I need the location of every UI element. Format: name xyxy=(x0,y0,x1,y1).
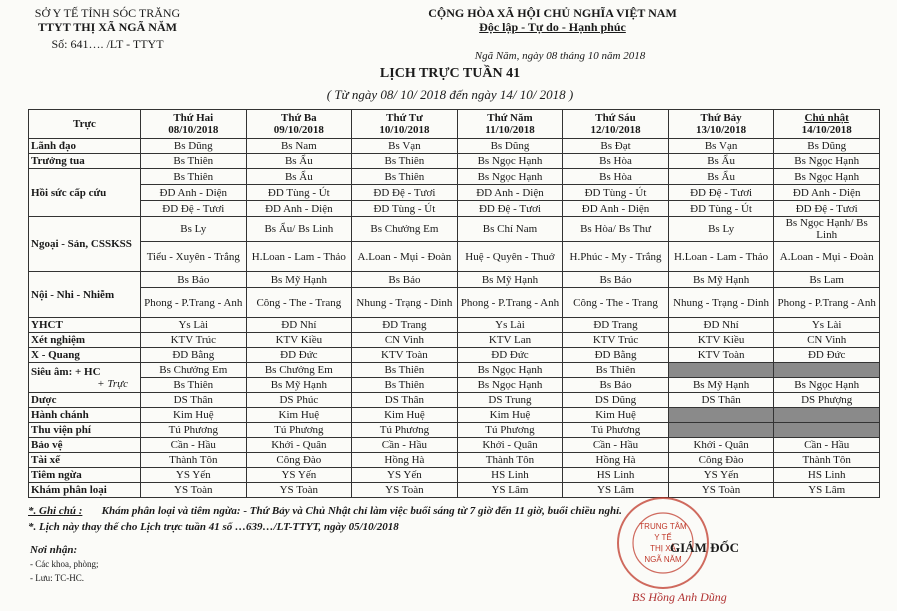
table-cell: Khởi - Quân xyxy=(246,438,352,453)
table-cell: Tú Phương xyxy=(352,423,458,438)
table-cell: Bs Thiên xyxy=(352,378,458,393)
table-cell: H.Phúc - My - Trắng xyxy=(563,242,669,272)
table-cell: YS Toàn xyxy=(246,483,352,498)
table-row xyxy=(29,333,880,348)
table-cell: Khởi - Quân xyxy=(457,438,563,453)
table-cell: HS Linh xyxy=(563,468,669,483)
table-cell: Bs Mỹ Hạnh xyxy=(457,272,563,288)
table-cell: Bs Ẩu xyxy=(246,154,352,169)
recipient-item: - Các khoa, phòng; xyxy=(30,559,99,569)
center-name: TTYT THỊ XÃ NGÃ NĂM xyxy=(38,20,177,34)
row-label-text: Nội - Nhi - Nhiễm xyxy=(31,288,115,301)
page-title: LỊCH TRỰC TUẦN 41 xyxy=(379,66,521,81)
table-cell: A.Loan - Mụi - Đoàn xyxy=(774,242,880,272)
header-right xyxy=(380,6,725,34)
table-cell: Thành Tôn xyxy=(457,453,563,468)
table-cell: Bs Ngọc Hạnh xyxy=(774,169,880,185)
corner-header: Trực xyxy=(29,110,141,139)
recipient-item: - Lưu: TC-HC. xyxy=(30,573,84,583)
day-header: Thứ Năm 11/10/2018 xyxy=(457,110,563,139)
table-cell: Bs Thiên xyxy=(352,169,458,185)
svg-text:Y TẾ: Y TẾ xyxy=(654,533,672,542)
table-cell: Bs Bảo xyxy=(352,272,458,288)
table-cell: HS Linh xyxy=(457,468,563,483)
table-cell: Hồng Hà xyxy=(352,453,458,468)
table-cell: Bs Ngọc Hạnh xyxy=(457,154,563,169)
table-cell: YS Toàn xyxy=(668,483,774,498)
svg-text:THỊ XÃ: THỊ XÃ xyxy=(650,544,676,553)
notes xyxy=(28,503,868,535)
table-row xyxy=(29,169,880,185)
table-cell: Bs Đạt xyxy=(563,139,669,154)
table-cell: Bs Thiên xyxy=(141,378,247,393)
table-row xyxy=(29,242,880,272)
table-header-row xyxy=(29,110,880,139)
row-label xyxy=(29,468,141,483)
row-label-text: Dược xyxy=(31,394,57,406)
table-cell: ĐD Bằng xyxy=(563,348,669,363)
row-label xyxy=(29,483,141,498)
table-row xyxy=(29,483,880,498)
svg-text:NGÃ NĂM: NGÃ NĂM xyxy=(644,555,682,564)
table-cell: Bs Thiên xyxy=(141,169,247,185)
table-cell: HS Linh xyxy=(774,468,880,483)
table-row xyxy=(29,423,880,438)
row-label xyxy=(29,318,141,333)
table-cell: Bs Ngọc Hạnh xyxy=(457,169,563,185)
department-name: SỞ Y TẾ TỈNH SÓC TRĂNG xyxy=(34,6,181,20)
table-cell: Bs Dũng xyxy=(774,139,880,154)
table-cell: Bs Mỹ Hạnh xyxy=(246,378,352,393)
recipients xyxy=(30,543,98,585)
table-cell: Thành Tôn xyxy=(774,453,880,468)
table-cell: Bs Mỹ Hạnh xyxy=(246,272,352,288)
table-cell: ĐD Nhí xyxy=(668,318,774,333)
row-label-text: Siêu âm: + HC xyxy=(31,365,101,378)
row-label xyxy=(29,408,141,423)
table-cell: DS Trung xyxy=(457,393,563,408)
row-label-text: Bảo vệ xyxy=(31,439,63,451)
table-row xyxy=(29,201,880,217)
table-cell: Công Đào xyxy=(668,453,774,468)
table-cell: KTV Toàn xyxy=(668,348,774,363)
table-cell: ĐD Anh - Diện xyxy=(563,201,669,217)
table-cell: CN Vinh xyxy=(774,333,880,348)
table-cell: Bs Ly xyxy=(668,217,774,242)
notes-label: *. Ghi chú : xyxy=(28,505,83,517)
table-row xyxy=(29,408,880,423)
table-cell: Kim Huệ xyxy=(246,408,352,423)
table-cell: Kim Huệ xyxy=(457,408,563,423)
table-cell xyxy=(668,423,774,438)
table-cell: Cần - Hầu xyxy=(141,438,247,453)
table-cell: ĐD Anh - Diện xyxy=(457,185,563,201)
table-cell: YS Lâm xyxy=(457,483,563,498)
table-cell: Bs Bảo xyxy=(563,378,669,393)
table-cell: Công - The - Trang xyxy=(246,288,352,318)
table-cell: Tú Phương xyxy=(246,423,352,438)
table-cell: Cần - Hầu xyxy=(563,438,669,453)
row-label xyxy=(29,154,141,169)
table-cell: Bs Ẩu xyxy=(668,154,774,169)
table-cell: Bs Ly xyxy=(141,217,247,242)
table-cell: ĐD Đệ - Tươi xyxy=(141,201,247,217)
table-cell: KTV Kiều xyxy=(668,333,774,348)
day-header: Thứ Ba 09/10/2018 xyxy=(246,110,352,139)
table-cell: Bs Mỹ Hạnh xyxy=(668,378,774,393)
table-row xyxy=(29,393,880,408)
table-cell: ĐD Nhí xyxy=(246,318,352,333)
table-cell: KTV Trúc xyxy=(563,333,669,348)
table-cell: Bs Bảo xyxy=(563,272,669,288)
row-label xyxy=(29,272,141,318)
table-cell: Bs Chưởng Em xyxy=(246,363,352,378)
national-motto: Độc lập - Tự do - Hạnh phúc xyxy=(479,20,626,34)
table-cell: Bs Hòa xyxy=(563,154,669,169)
table-cell: Thành Tôn xyxy=(141,453,247,468)
table-cell: KTV Lan xyxy=(457,333,563,348)
table-cell: Kim Huệ xyxy=(563,408,669,423)
day-header: Thứ Hai 08/10/2018 xyxy=(141,110,247,139)
table-cell: ĐD Đức xyxy=(457,348,563,363)
table-cell: Bs Vạn xyxy=(668,139,774,154)
table-cell: Bs Chí Nam xyxy=(457,217,563,242)
row-label xyxy=(29,363,141,393)
table-row xyxy=(29,453,880,468)
table-cell: Bs Nam xyxy=(246,139,352,154)
table-cell: Kim Huệ xyxy=(141,408,247,423)
table-cell: DS Dũng xyxy=(563,393,669,408)
row-label xyxy=(29,393,141,408)
table-cell: ĐD Anh - Diện xyxy=(246,201,352,217)
table-row xyxy=(29,378,880,393)
table-row xyxy=(29,217,880,242)
table-cell: ĐD Tùng - Út xyxy=(246,185,352,201)
row-label-text: Tiêm ngừa xyxy=(31,469,82,481)
row-label-text: X - Quang xyxy=(31,349,80,361)
table-row xyxy=(29,185,880,201)
table-cell: Bs Chưởng Em xyxy=(352,217,458,242)
table-cell: DS Phượng xyxy=(774,393,880,408)
table-cell xyxy=(668,363,774,378)
table-row xyxy=(29,468,880,483)
table-row xyxy=(29,438,880,453)
page-subtitle: ( Từ ngày 08/ 10/ 2018 đến ngày 14/ 10/ 2018 ) xyxy=(326,87,574,102)
table-cell: Bs Ẩu xyxy=(246,169,352,185)
row-sublabel-text: + Trực xyxy=(97,377,128,390)
table-cell: ĐD Tùng - Út xyxy=(668,201,774,217)
table-cell: ĐD Đệ - Tươi xyxy=(668,185,774,201)
table-cell: H.Loan - Lam - Thảo xyxy=(668,242,774,272)
recipients-heading: Nơi nhận: xyxy=(30,544,78,556)
table-row xyxy=(29,154,880,169)
table-cell: H.Loan - Lam - Thảo xyxy=(246,242,352,272)
table-cell: ĐD Trang xyxy=(563,318,669,333)
table-cell: Công Đào xyxy=(246,453,352,468)
signature-name: BS Hồng Anh Dũng xyxy=(632,590,727,604)
table-cell: Bs Ẩu/ Bs Linh xyxy=(246,217,352,242)
table-cell: Bs Thiên xyxy=(141,154,247,169)
table-cell: ĐD Anh - Diện xyxy=(141,185,247,201)
header-left xyxy=(0,6,215,51)
row-label-text: Ngoại - Sản, CSSKSS xyxy=(31,238,132,250)
table-cell: Bs Ngọc Hạnh xyxy=(774,154,880,169)
table-cell: CN Vinh xyxy=(352,333,458,348)
table-cell: ĐD Đệ - Tươi xyxy=(352,185,458,201)
row-label-text: Xét nghiệm xyxy=(31,334,86,346)
table-cell: DS Thân xyxy=(668,393,774,408)
table-cell xyxy=(774,363,880,378)
table-cell: Bs Ẩu xyxy=(668,169,774,185)
day-header: Thứ Tư 10/10/2018 xyxy=(352,110,458,139)
table-cell: YS Lâm xyxy=(774,483,880,498)
table-cell: Bs Ngọc Hạnh xyxy=(457,363,563,378)
table-cell: Khởi - Quân xyxy=(668,438,774,453)
table-cell: YS Toàn xyxy=(141,483,247,498)
table-cell: DS Thân xyxy=(141,393,247,408)
table-cell: ĐD Tùng - Út xyxy=(352,201,458,217)
table-cell xyxy=(774,423,880,438)
table-cell xyxy=(774,408,880,423)
row-label xyxy=(29,333,141,348)
row-label xyxy=(29,453,141,468)
table-cell: YS Yến xyxy=(668,468,774,483)
row-label-text: Tài xế xyxy=(31,454,61,466)
table-cell: DS Thân xyxy=(352,393,458,408)
row-label xyxy=(29,348,141,363)
table-cell: Huệ - Quyên - Thuở xyxy=(457,242,563,272)
table-cell: Bs Hòa xyxy=(563,169,669,185)
table-cell: A.Loan - Mụi - Đoàn xyxy=(352,242,458,272)
table-cell: YS Yến xyxy=(141,468,247,483)
table-cell: Cần - Hầu xyxy=(352,438,458,453)
table-cell: YS Yến xyxy=(246,468,352,483)
table-cell: Tú Phương xyxy=(563,423,669,438)
table-cell: ĐD Đức xyxy=(774,348,880,363)
table-cell: ĐD Tùng - Út xyxy=(563,185,669,201)
svg-text:TRUNG TÂM: TRUNG TÂM xyxy=(639,522,687,531)
table-cell: Bs Lam xyxy=(774,272,880,288)
row-label-text: Thu viện phí xyxy=(31,424,91,436)
table-row xyxy=(29,272,880,288)
table-cell: Kim Huệ xyxy=(352,408,458,423)
table-cell: Cần - Hầu xyxy=(774,438,880,453)
table-cell: YS Toàn xyxy=(352,483,458,498)
issue-date: Ngã Năm, ngày 08 tháng 10 năm 2018 xyxy=(474,50,646,62)
table-cell: Phong - P.Trang - Anh xyxy=(457,288,563,318)
table-cell: Bs Bảo xyxy=(141,272,247,288)
table-cell: Bs Ngọc Hạnh xyxy=(457,378,563,393)
table-row xyxy=(29,348,880,363)
table-cell: ĐD Anh - Diện xyxy=(774,185,880,201)
table-row xyxy=(29,288,880,318)
day-header: Chủ nhật 14/10/2018 xyxy=(774,110,880,139)
table-cell: DS Phúc xyxy=(246,393,352,408)
national-title: CỘNG HÒA XÃ HỘI CHỦ NGHĨA VIỆT NAM xyxy=(428,6,677,20)
row-label-text: Khám phân loại xyxy=(31,484,107,496)
table-cell: Bs Vạn xyxy=(352,139,458,154)
table-cell: Bs Ngọc Hạnh/ Bs Linh xyxy=(774,217,880,242)
row-label-text: Lãnh đạo xyxy=(31,140,76,152)
table-cell: Phong - P.Trang - Anh xyxy=(141,288,247,318)
row-label xyxy=(29,217,141,272)
duty-schedule-table xyxy=(28,109,880,498)
table-cell: Tiểu - Xuyên - Trắng xyxy=(141,242,247,272)
day-header: Thứ Sáu 12/10/2018 xyxy=(563,110,669,139)
table-cell: Ys Lài xyxy=(141,318,247,333)
table-cell: Bs Ngọc Hạnh xyxy=(774,378,880,393)
table-row xyxy=(29,363,880,378)
table-cell: Hồng Hà xyxy=(563,453,669,468)
table-cell: Nhung - Trạng - Dinh xyxy=(352,288,458,318)
row-label-text: Trưởng tua xyxy=(31,155,85,167)
day-header: Thứ Bảy 13/10/2018 xyxy=(668,110,774,139)
table-cell: Ys Lài xyxy=(774,318,880,333)
table-cell: Bs Dũng xyxy=(457,139,563,154)
table-row xyxy=(29,139,880,154)
table-cell: Bs Thiên xyxy=(563,363,669,378)
table-cell: KTV Toàn xyxy=(352,348,458,363)
table-cell: Bs Hòa/ Bs Thư xyxy=(563,217,669,242)
table-cell: Ys Lài xyxy=(457,318,563,333)
table-cell: ĐD Đệ - Tươi xyxy=(774,201,880,217)
table-cell: ĐD Đệ - Tươi xyxy=(457,201,563,217)
table-cell: Phong - P.Trang - Anh xyxy=(774,288,880,318)
table-cell: KTV Kiều xyxy=(246,333,352,348)
table-cell: Bs Dũng xyxy=(141,139,247,154)
table-cell: YS Yến xyxy=(352,468,458,483)
row-label xyxy=(29,169,141,217)
table-row xyxy=(29,318,880,333)
table-cell: ĐD Bằng xyxy=(141,348,247,363)
table-cell: KTV Trúc xyxy=(141,333,247,348)
table-cell: Tú Phương xyxy=(457,423,563,438)
table-cell xyxy=(668,408,774,423)
document-number: Số: 641…. /LT - TTYT xyxy=(51,37,164,51)
table-cell: Bs Thiên xyxy=(352,363,458,378)
notes-text-1: Khám phân loại và tiêm ngừa: - Thứ Bảy và Chủ Nhật chỉ làm việc buổi sáng từ 7 giờ đến 11 giờ, buổi chiều nghỉ. xyxy=(101,505,622,517)
notes-text-2: *. Lịch này thay thế cho Lịch trực tuần 41 số …639…/LT-TTYT, ngày 05/10/2018 xyxy=(28,521,399,533)
table-cell: Bs Thiên xyxy=(352,154,458,169)
table-cell: ĐD Trang xyxy=(352,318,458,333)
row-label xyxy=(29,139,141,154)
row-label xyxy=(29,438,141,453)
table-cell: Bs Chưởng Em xyxy=(141,363,247,378)
table-cell: Tú Phương xyxy=(141,423,247,438)
table-cell: ĐD Đức xyxy=(246,348,352,363)
row-label-text: Hồi sức cấp cứu xyxy=(31,186,107,199)
table-cell: Nhung - Trạng - Dinh xyxy=(668,288,774,318)
table-cell: YS Lâm xyxy=(563,483,669,498)
row-label xyxy=(29,423,141,438)
signature-title: GIÁM ĐỐC xyxy=(670,540,739,555)
table-cell: Bs Mỹ Hạnh xyxy=(668,272,774,288)
table-cell: Công - The - Trang xyxy=(563,288,669,318)
row-label-text: YHCT xyxy=(31,319,63,331)
row-label-text: Hành chánh xyxy=(31,409,89,421)
